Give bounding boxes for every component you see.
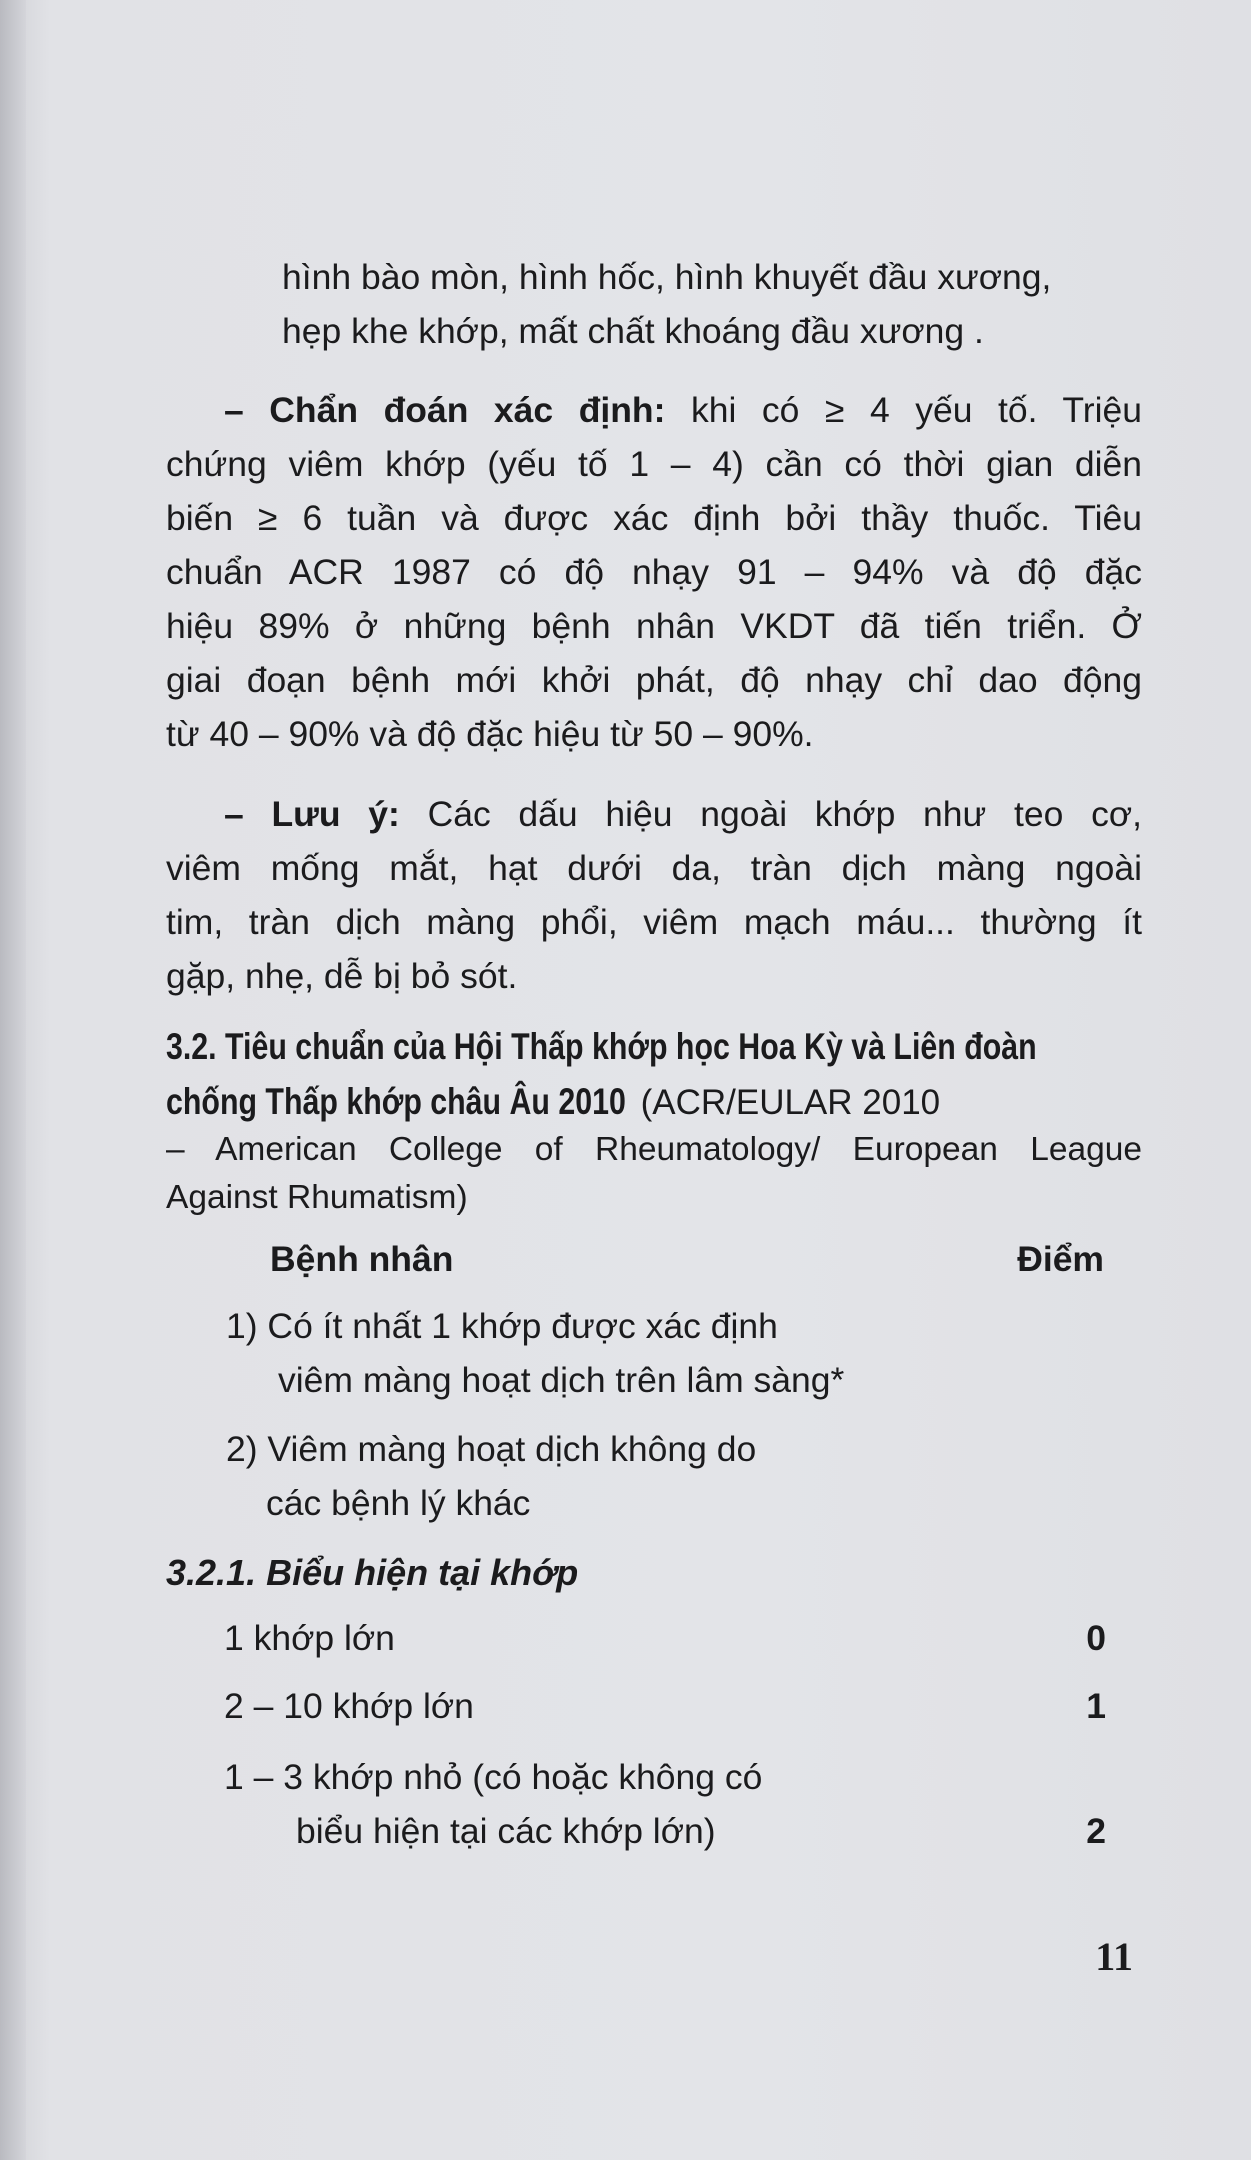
joint-row-2-score: 1	[1086, 1686, 1106, 1726]
note-line-3: tim, tràn dịch màng phổi, viêm mạch máu... thường ít	[166, 902, 1142, 942]
note-line-1: – Lưu ý: Các dấu hiệu ngoài khớp như teo cơ,	[224, 794, 1142, 834]
section-desc-line-1: – American College of Rheumatology/ European League	[166, 1131, 1142, 1168]
note-line-4: gặp, nhẹ, dễ bị bỏ sót.	[166, 956, 518, 996]
diagnosis-line-6: giai đoạn bệnh mới khởi phát, độ nhạy chỉ dao động	[166, 660, 1142, 700]
section-heading-line-2: chống Thấp khớp châu Âu 2010 (ACR/EULAR 2010	[166, 1081, 941, 1122]
page-binding-edge	[0, 0, 26, 2160]
intro-text	[166, 250, 1142, 358]
intro-line-2: hẹp khe khớp, mất chất khoáng đầu xương .	[282, 311, 984, 351]
joint-row-1-score: 0	[1086, 1618, 1106, 1658]
joint-row-3: 1 – 3 khớp nhỏ (có hoặc không có biểu hiện tại các khớp lớn) 2	[166, 1750, 1106, 1858]
page-number: 11	[1095, 1934, 1133, 1979]
subsection-title: 3.2.1. Biểu hiện tại khớp	[166, 1552, 579, 1593]
section-heading-line-1: 3.2. Tiêu chuẩn của Hội Thấp khớp học Hoa Kỳ và Liên đoàn	[166, 1026, 1037, 1067]
criteria-item-2: 2) Viêm màng hoạt dịch không do các bệnh lý khác	[226, 1429, 757, 1523]
section-description	[166, 1126, 1142, 1222]
note-paragraph	[166, 787, 1142, 1003]
diagnosis-line-2: chứng viêm khớp (yếu tố 1 – 4) cần có thời gian diễn	[166, 444, 1142, 484]
column-score: Điểm	[1017, 1239, 1104, 1279]
joint-row-2: 2 – 10 khớp lớn 1	[166, 1679, 1106, 1733]
section-desc-line-2: Against Rhumatism)	[166, 1179, 468, 1216]
note-line-2: viêm mống mắt, hạt dưới da, tràn dịch màng ngoài	[166, 848, 1142, 888]
column-patient: Bệnh nhân	[270, 1239, 454, 1279]
diagnosis-line-3: biến ≥ 6 tuần và được xác định bởi thầy thuốc. Tiêu	[166, 498, 1142, 538]
diagnosis-line-4: chuẩn ACR 1987 có độ nhạy 91 – 94% và độ đặc	[166, 552, 1142, 592]
diagnosis-paragraph	[166, 383, 1142, 761]
section-heading	[166, 1020, 1142, 1130]
joint-row-3-score: 2	[1086, 1811, 1106, 1851]
criteria-header	[166, 1232, 1104, 1286]
diagnosis-label: – Chẩn đoán xác định:	[224, 390, 666, 430]
diagnosis-line-7: từ 40 – 90% và độ đặc hiệu từ 50 – 90%.	[166, 714, 814, 754]
note-label: – Lưu ý:	[224, 794, 400, 834]
diagnosis-line-1: – Chẩn đoán xác định: khi có ≥ 4 yếu tố. Triệu	[224, 390, 1142, 430]
intro-line-1: hình bào mòn, hình hốc, hình khuyết đầu xương,	[282, 257, 1052, 297]
criteria-item-1: 1) Có ít nhất 1 khớp được xác định viêm màng hoạt dịch trên lâm sàng*	[226, 1306, 845, 1400]
joint-row-1: 1 khớp lớn 0	[166, 1611, 1106, 1665]
diagnosis-line-5: hiệu 89% ở những bệnh nhân VKDT đã tiến triển. Ở	[166, 606, 1142, 646]
